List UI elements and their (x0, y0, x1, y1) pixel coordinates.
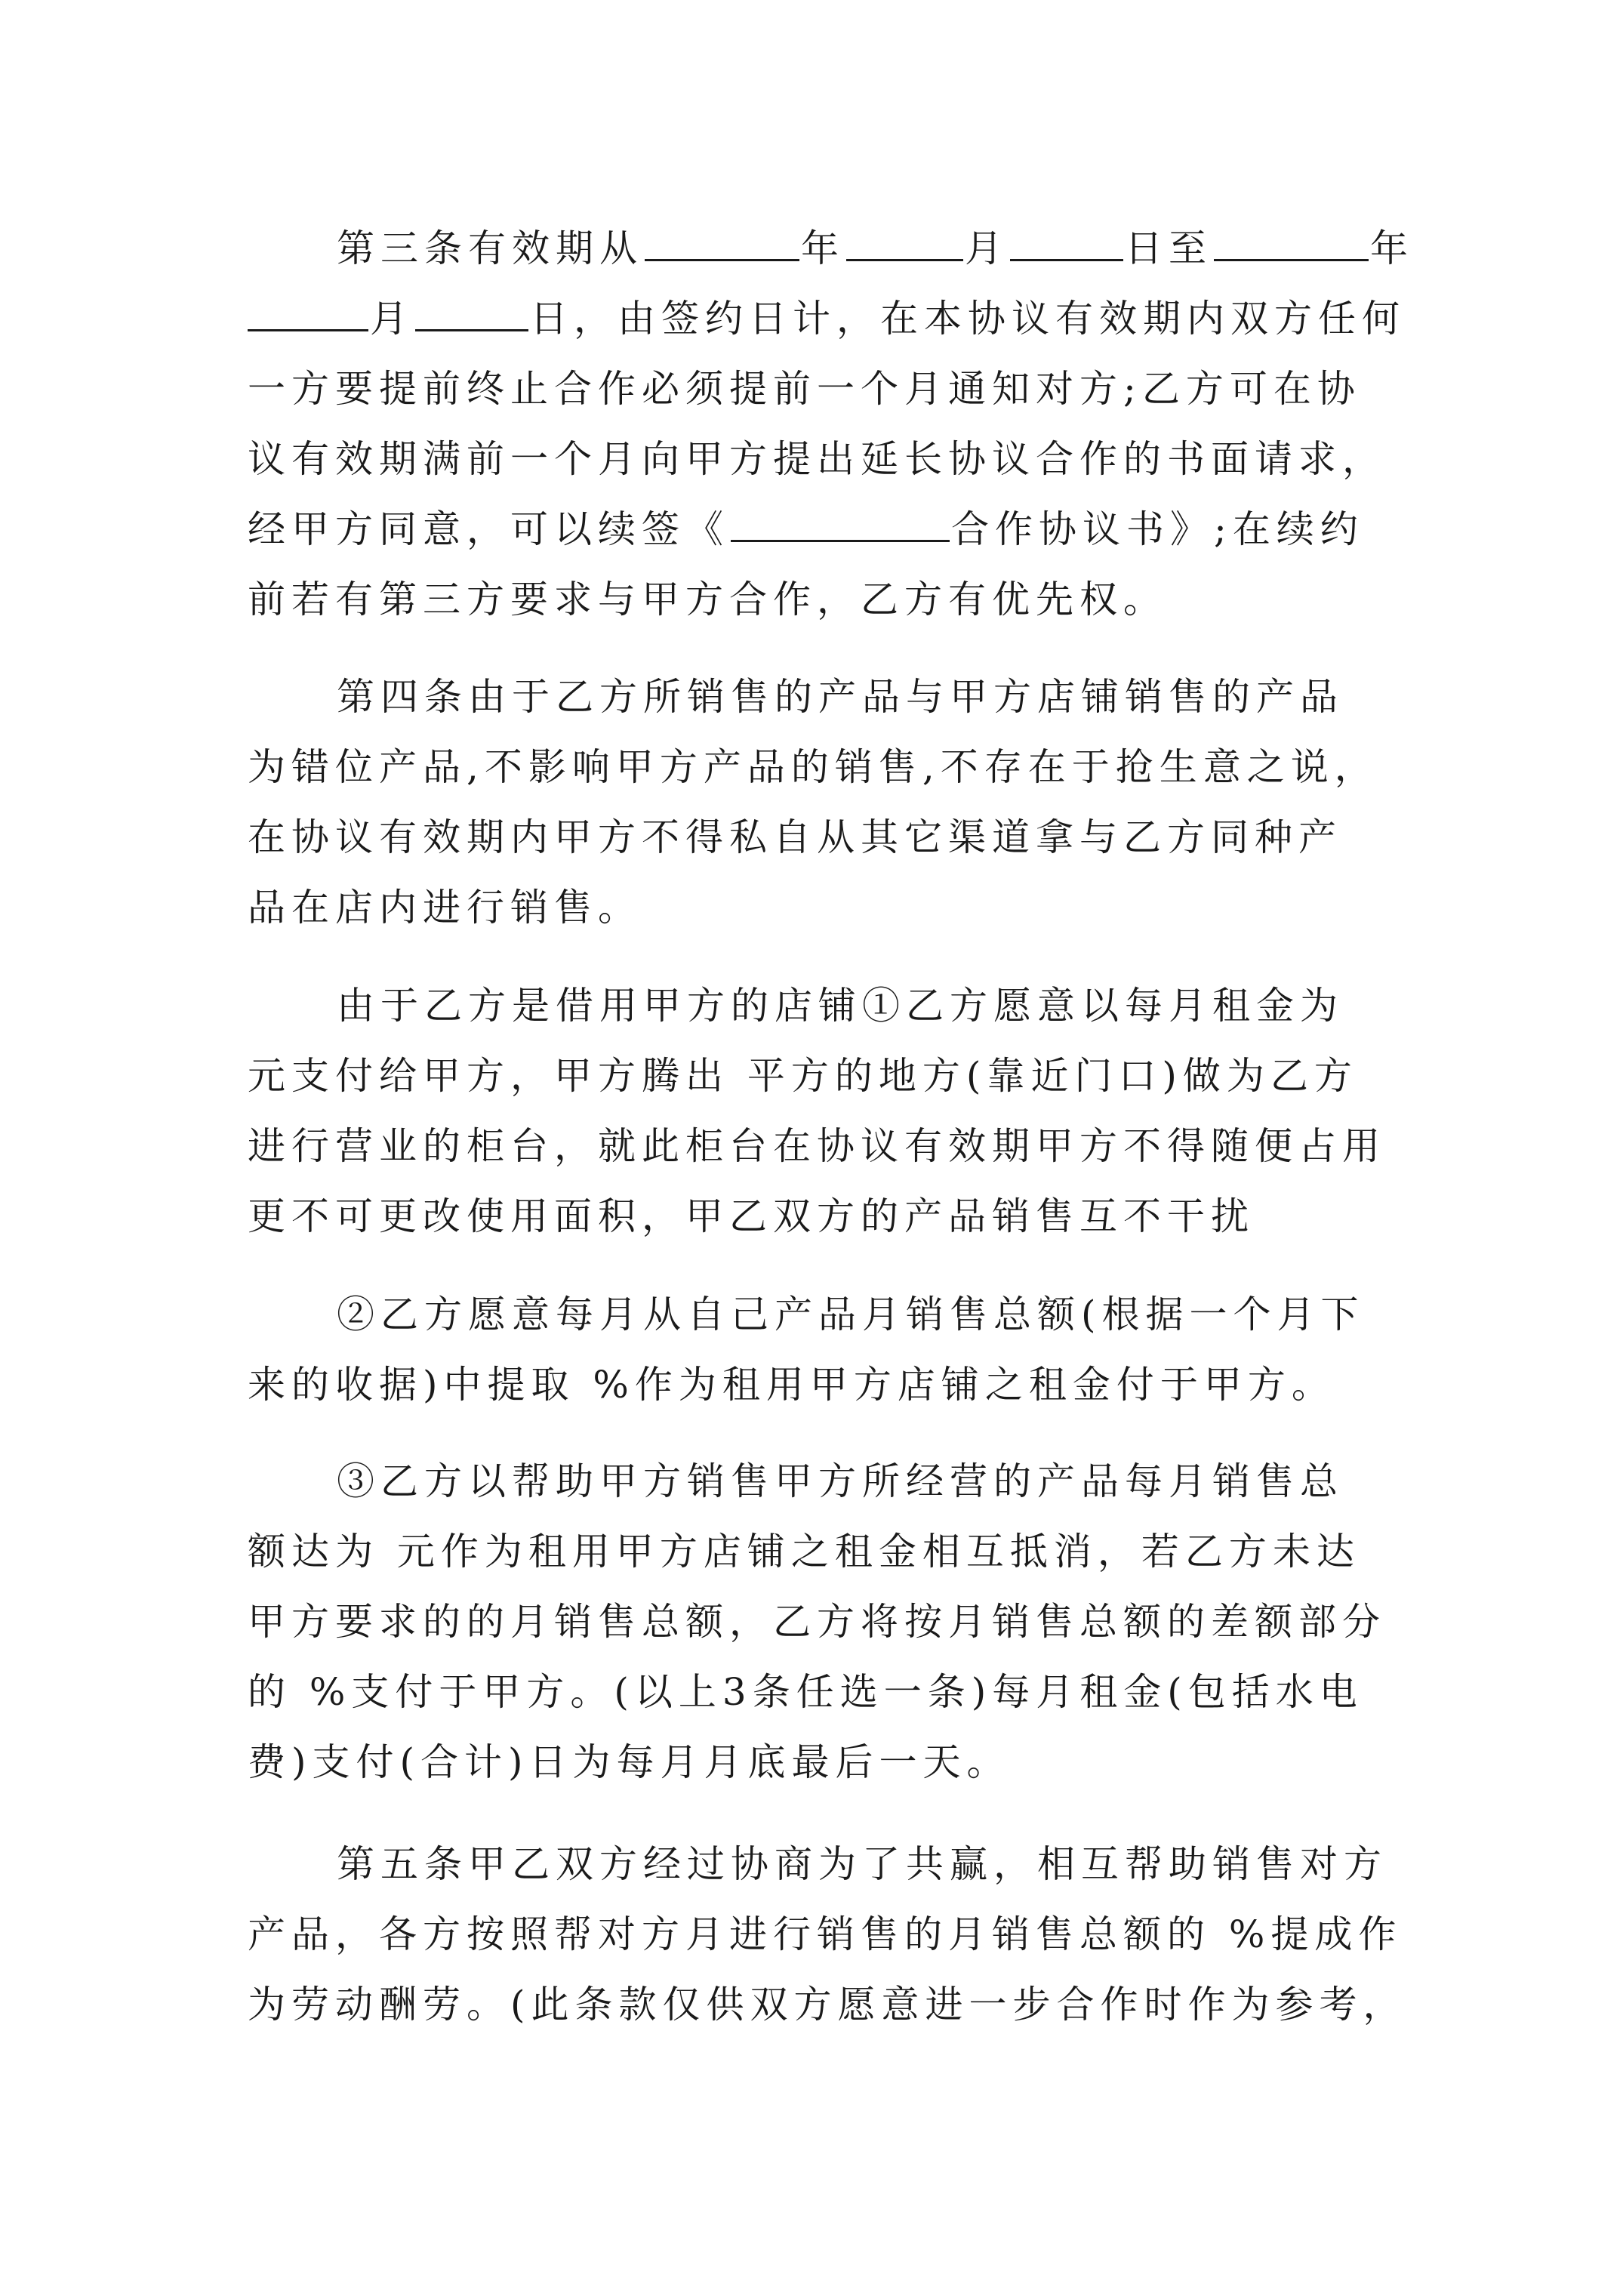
rent-option-2-line-1: ②乙方愿意每月从自己产品月销售总额(根据一个月下 (337, 1293, 1365, 1336)
article-5-line-2: 产品，各方按照帮对方月进行销售的月销售总额的 %提成作 (248, 1912, 1403, 1956)
article-4-paragraph (248, 662, 1380, 943)
article-3-line-5: 经甲方同意，可以续签《 合作协议书》;在续约 (248, 495, 1380, 565)
end-year-blank (1214, 217, 1369, 261)
rent-option-1-line-3: 进行营业的柜台，就此柜台在协议有效期甲方不得随便占用 (248, 1124, 1386, 1168)
article-3-line-3: 一方要提前终止合作必须提前一个月通知对方;乙方可在协 (248, 367, 1361, 411)
article-3-line-4: 议有效期满前一个月向甲方提出延长协议合作的书面请求， (248, 437, 1386, 481)
rent-option-2-paragraph (248, 1280, 1380, 1420)
start-year-blank (645, 217, 799, 261)
rent-option-3-line-5: 费)支付(合计)日为每月月底最后一天。 (248, 1740, 1011, 1784)
article-4-line-1: 第四条由于乙方所销售的产品与甲方店铺销售的产品 (337, 675, 1344, 719)
article-5-line-3: 为劳动酬劳。(此条款仅供双方愿意进一步合作时作为参考， (248, 1983, 1407, 2026)
rent-option-3-line-4: 的 %支付于甲方。(以上3条任选一条)每月租金(包括水电 (248, 1670, 1363, 1714)
rent-option-1-line-4: 更不可更改使用面积，甲乙双方的产品销售互不干扰 (248, 1194, 1255, 1238)
agreement-name-blank (731, 498, 950, 542)
article-5-line-1: 第五条甲乙双方经过协商为了共赢，相互帮助销售对方 (337, 1842, 1387, 1886)
rent-option-3-line-1: ③乙方以帮助甲方销售甲方所经营的产品每月销售总 (337, 1459, 1344, 1503)
article-4-line-4: 品在店内进行销售。 (248, 886, 642, 929)
article-3-line-1: 第三条有效期从 年 月 日至 年 (248, 214, 1380, 284)
rent-option-3-line-3: 甲方要求的的月销售总额，乙方将按月销售总额的差额部分 (248, 1600, 1386, 1644)
end-month-blank (248, 287, 368, 331)
article-4-line-2: 为错位产品,不影响甲方产品的销售,不存在于抢生意之说， (248, 745, 1378, 789)
rent-option-1-line-1: 由于乙方是借用甲方的店铺①乙方愿意以每月租金为 (337, 984, 1344, 1028)
rent-option-3-paragraph (248, 1447, 1386, 1798)
end-day-blank (415, 287, 528, 331)
article-3-line-2: 月 日，由签约日计，在本协议有效期内双方任何 (248, 284, 1380, 354)
article-4-line-3: 在协议有效期内甲方不得私自从其它渠道拿与乙方同种产 (248, 815, 1342, 859)
rent-option-1-paragraph (248, 971, 1386, 1252)
rent-option-3-line-2: 额达为 元作为租用甲方店铺之租金相互抵消，若乙方未达 (248, 1530, 1360, 1573)
article-3-paragraph (248, 214, 1414, 635)
rent-option-2-line-2: 来的收据)中提取 %作为租用甲方店铺之租金付于甲方。 (248, 1363, 1335, 1407)
start-day-blank (1010, 217, 1123, 261)
article-3-line-6: 前若有第三方要求与甲方合作，乙方有优先权。 (248, 578, 1167, 621)
article-5-paragraph (248, 1829, 1407, 2040)
start-month-blank (846, 217, 963, 261)
rent-option-1-line-2: 元支付给甲方，甲方腾出 平方的地方(靠近门口)做为乙方 (248, 1054, 1358, 1098)
